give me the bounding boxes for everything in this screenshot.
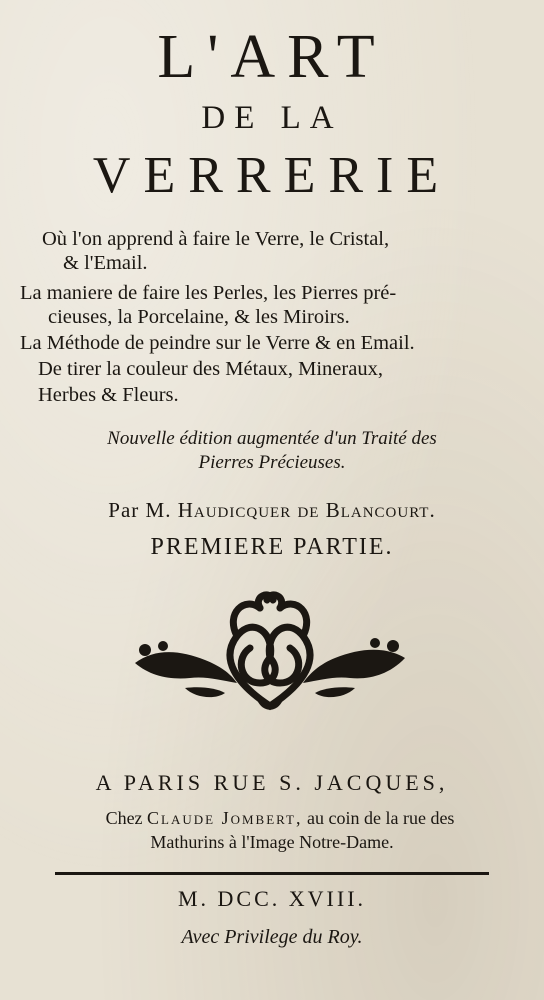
title-line-3: VERRERIE xyxy=(92,147,452,204)
author-line xyxy=(0,498,544,523)
description-line: & l'Email. xyxy=(63,252,148,274)
imprint-city: A PARIS RUE S. JACQUES, xyxy=(95,770,449,795)
publication-year: M. DCC. XVIII. xyxy=(177,886,367,911)
title-line-2: DE LA xyxy=(201,100,343,136)
edition-line-1: Nouvelle édition augmentée d'un Traité des xyxy=(107,428,437,449)
publisher-rest: au coin de la rue des xyxy=(307,808,455,828)
imprint-address: Mathurins à l'Image Notre-Dame. xyxy=(150,832,394,852)
description-line: Herbes & Fleurs. xyxy=(38,384,179,406)
privilege-line: Avec Privilege du Roy. xyxy=(181,926,363,948)
author-name: Haudicquer de Blancourt. xyxy=(177,498,436,522)
divider-rule xyxy=(55,872,489,875)
floral-ornament-icon xyxy=(125,588,415,728)
imprint-publisher xyxy=(8,808,544,829)
edition-line-2: Pierres Précieuses. xyxy=(198,452,346,473)
title-line-1: L'ART xyxy=(157,23,387,91)
description-line: La Méthode de peindre sur le Verre & en Email. xyxy=(20,332,415,354)
description-line: De tirer la couleur des Métaux, Mineraux, xyxy=(38,358,383,380)
description-line: Où l'on apprend à faire le Verre, le Cristal, xyxy=(42,228,390,250)
description-line: La maniere de faire les Perles, les Pierres pré- xyxy=(20,282,397,304)
part-label: PREMIERE PARTIE. xyxy=(150,534,394,560)
description-line: cieuses, la Porcelaine, & les Miroirs. xyxy=(48,306,350,328)
publisher-name: Claude Jombert, xyxy=(147,808,303,828)
publisher-prefix: Chez xyxy=(105,808,143,828)
author-prefix: Par M. xyxy=(108,498,172,522)
